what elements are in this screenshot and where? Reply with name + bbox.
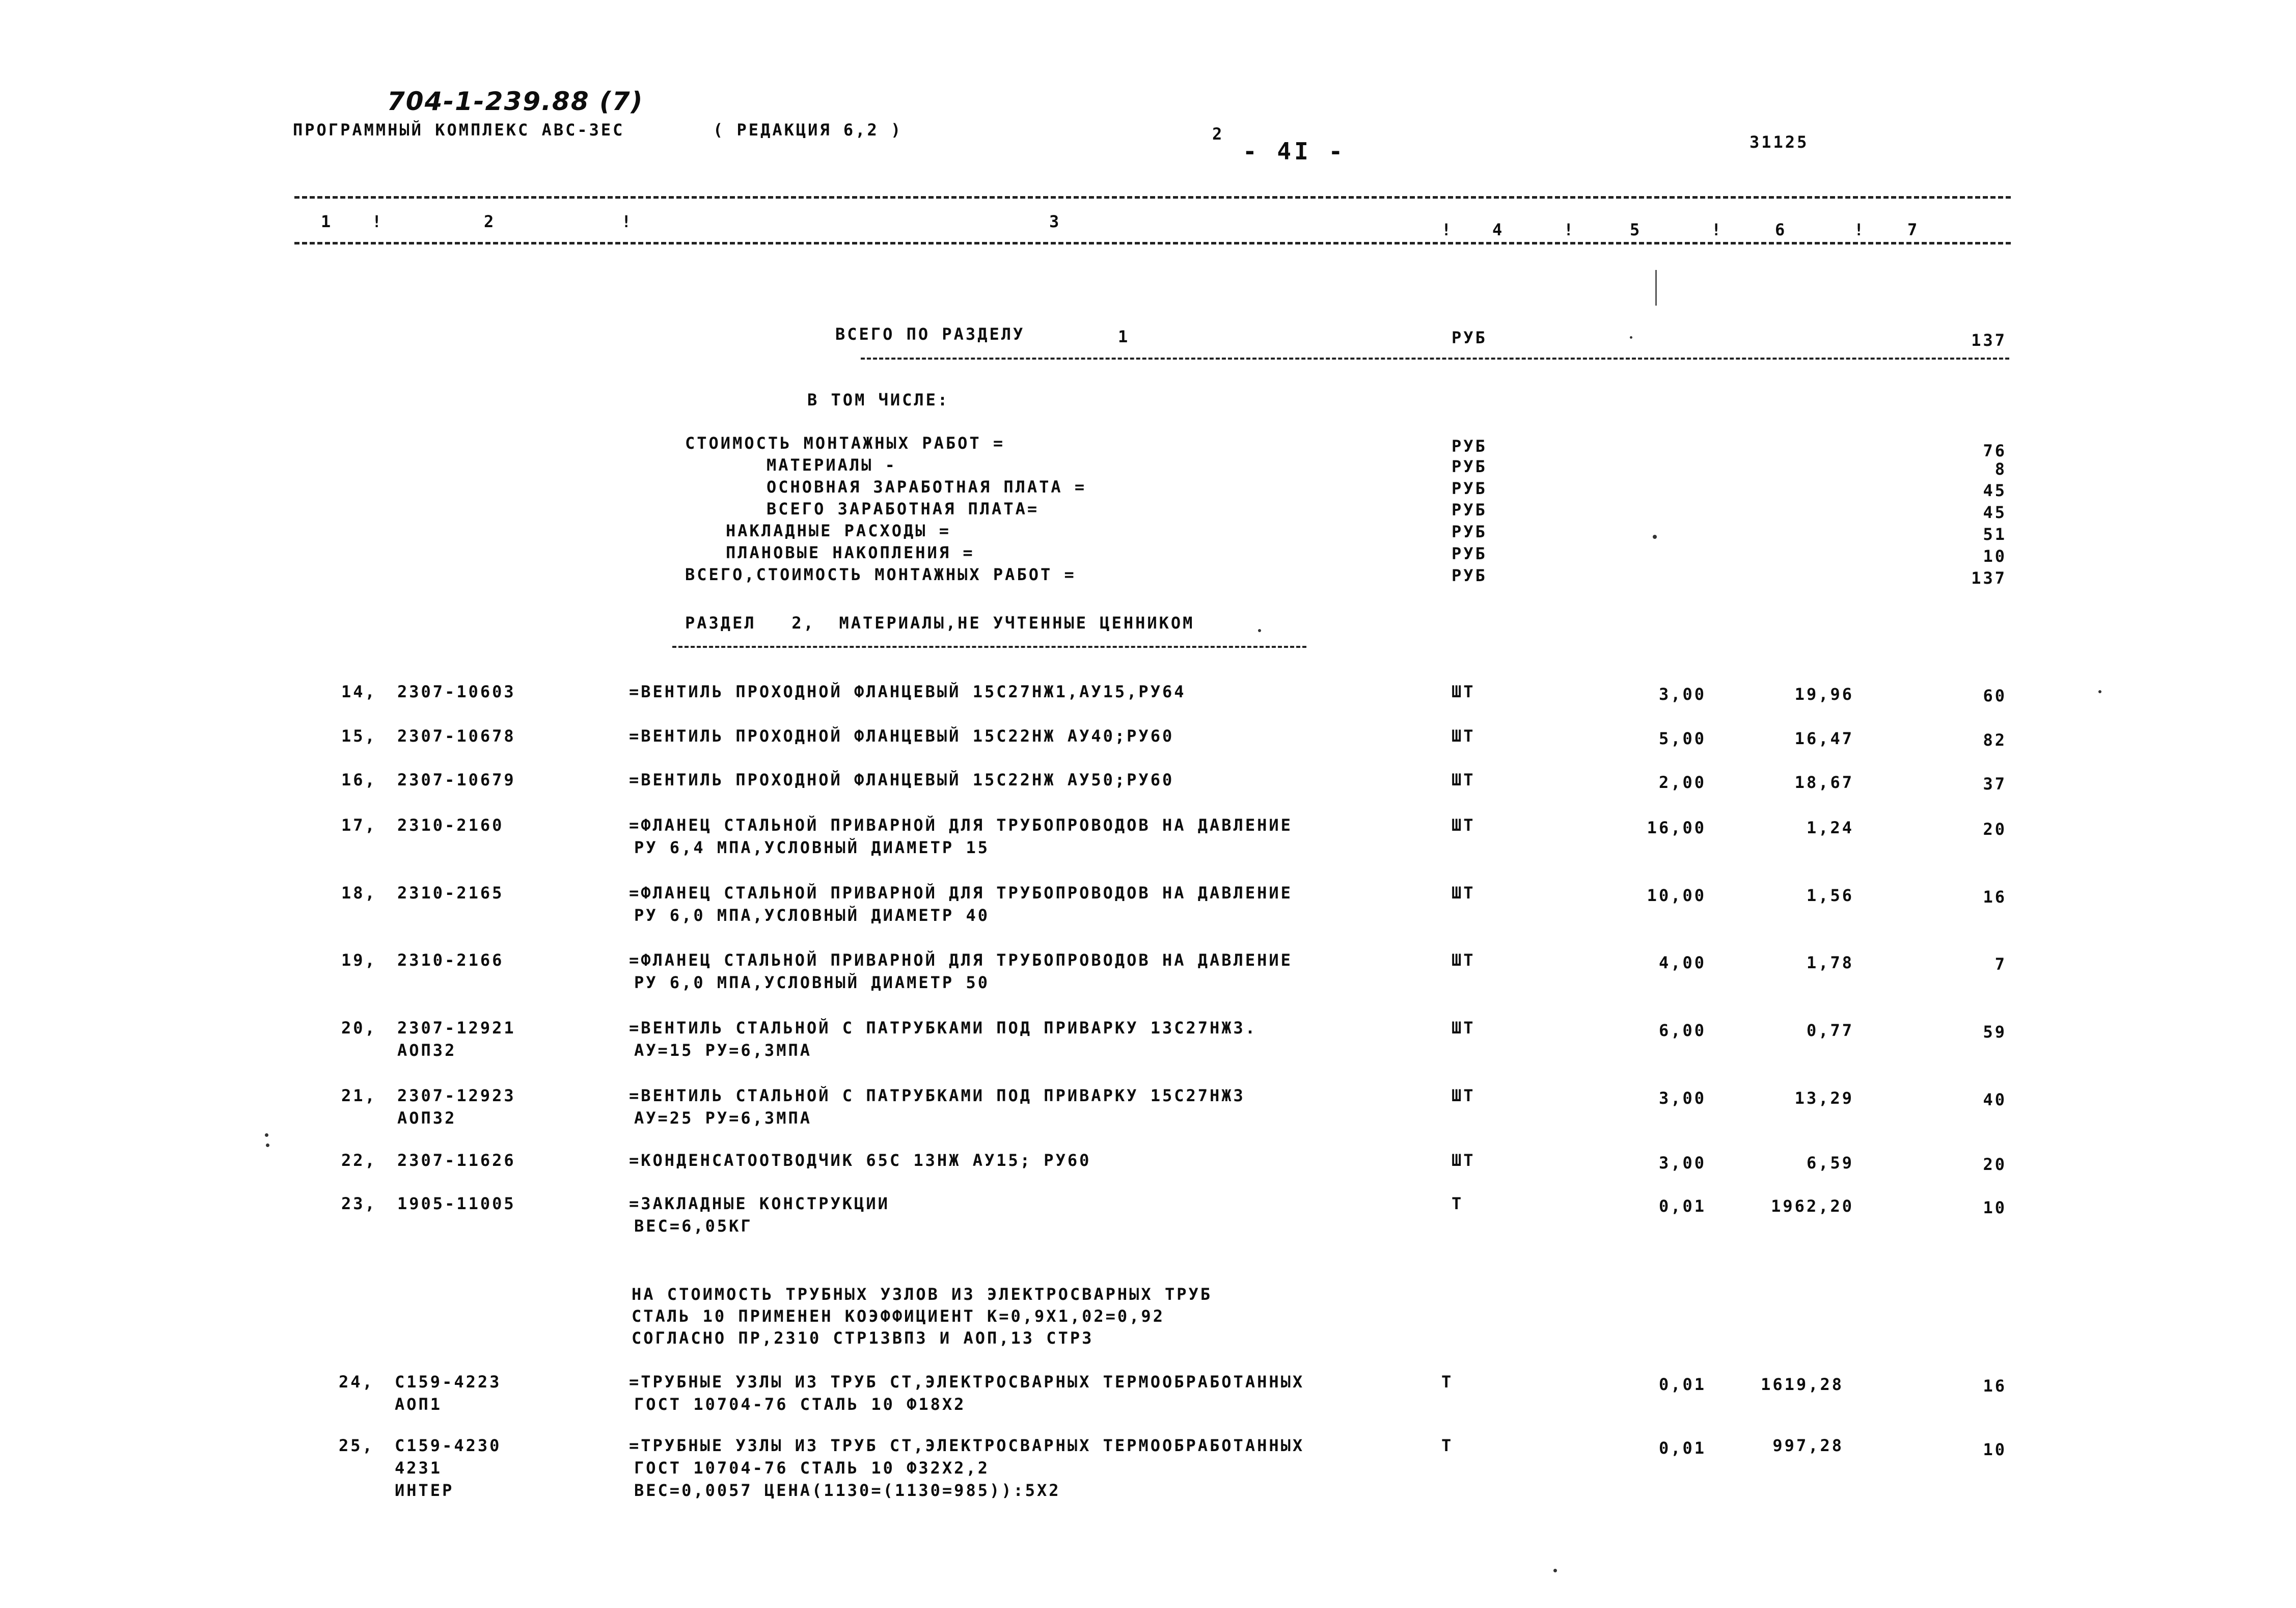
row-number: 21, bbox=[341, 1086, 377, 1105]
resource-description: =ВЕНТИЛЬ ПРОХОДНОЙ ФЛАНЦЕВЫЙ 15С27НЖ1,АУ15,РУ64 bbox=[629, 682, 1186, 701]
resource-quantity: 5,00 bbox=[1658, 729, 1706, 748]
table-row bbox=[0, 1434, 2296, 1505]
column-number: 7 bbox=[1907, 220, 1920, 239]
resource-code: 2307-12923 bbox=[397, 1086, 516, 1105]
resource-unit: ШТ bbox=[1452, 883, 1475, 903]
resource-total: 37 bbox=[1983, 774, 2007, 794]
summary-total: 137 bbox=[1971, 331, 2007, 350]
resource-description: =ВЕНТИЛЬ ПРОХОДНОЙ ФЛАНЦЕВЫЙ 15С22НЖ АУ50;РУ60 bbox=[629, 770, 1174, 789]
sheet-number: 2 bbox=[1212, 124, 1224, 144]
summary-row-label: СТОИМОСТЬ МОНТАЖНЫХ РАБОТ = bbox=[685, 433, 1005, 453]
table-row bbox=[0, 724, 2296, 770]
resource-price: 6,59 bbox=[1806, 1153, 1854, 1173]
summary-row-unit: РУБ bbox=[1452, 522, 1487, 541]
row-number: 19, bbox=[341, 950, 377, 970]
resource-unit: ШТ bbox=[1452, 950, 1475, 970]
header-rule-top bbox=[294, 196, 2011, 199]
row-number: 18, bbox=[341, 883, 377, 903]
table-row bbox=[0, 1370, 2296, 1421]
resource-quantity: 0,01 bbox=[1658, 1196, 1706, 1216]
summary-row-value: 45 bbox=[1983, 481, 2007, 500]
resource-total: 60 bbox=[1983, 686, 2007, 705]
row-number: 15, bbox=[341, 726, 377, 746]
resource-description-line-2: АУ=25 РУ=6,3МПА bbox=[634, 1108, 812, 1128]
resource-description: =ТРУБНЫЕ УЗЛЫ ИЗ ТРУБ СТ,ЭЛЕКТРОСВАРНЫХ ТЕРМООБРАБОТАННЫХ bbox=[629, 1372, 1305, 1392]
resource-quantity: 2,00 bbox=[1658, 773, 1706, 792]
row-number: 23, bbox=[341, 1194, 377, 1213]
resource-code: 2310-2166 bbox=[397, 950, 504, 970]
summary-row-value: 10 bbox=[1983, 547, 2007, 566]
resource-code: С159-4230 bbox=[395, 1436, 502, 1455]
summary-row-unit: РУБ bbox=[1452, 457, 1487, 476]
summary-title: ВСЕГО ПО РАЗДЕЛУ bbox=[835, 324, 1025, 344]
resource-unit: ШТ bbox=[1452, 726, 1475, 746]
summary-row-value: 137 bbox=[1971, 568, 2007, 588]
note-line: СОГЛАСНО ПР,2310 СТР13ВП3 И АОП,13 СТР3 bbox=[632, 1328, 1094, 1348]
resource-price: 19,96 bbox=[1794, 685, 1854, 704]
resource-quantity: 3,00 bbox=[1658, 1088, 1706, 1108]
row-number: 17, bbox=[341, 815, 377, 835]
row-number: 25, bbox=[339, 1436, 374, 1455]
resource-description-line-2: РУ 6,4 МПА,УСЛОВНЫЙ ДИАМЕТР 15 bbox=[634, 838, 990, 857]
resource-description-line-2: ГОСТ 10704-76 СТАЛЬ 10 Ф18Х2 bbox=[634, 1395, 966, 1414]
resource-code: 2307-10603 bbox=[397, 682, 516, 701]
resource-price: 1,24 bbox=[1806, 818, 1854, 837]
resource-code-line-2: АОП32 bbox=[397, 1108, 457, 1128]
resource-code: 2307-10679 bbox=[397, 770, 516, 789]
summary-row-value: 8 bbox=[1994, 459, 2007, 479]
resource-code-line-2: АОП1 bbox=[395, 1395, 443, 1414]
column-separator: ! bbox=[621, 212, 634, 231]
resource-total: 10 bbox=[1983, 1440, 2007, 1459]
summary-row-unit: РУБ bbox=[1452, 566, 1487, 585]
resource-description-line-2: РУ 6,0 МПА,УСЛОВНЫЙ ДИАМЕТР 50 bbox=[634, 973, 990, 992]
resource-total: 82 bbox=[1983, 730, 2007, 750]
summary-row-unit: РУБ bbox=[1452, 500, 1487, 520]
scan-speck bbox=[1258, 629, 1261, 632]
column-separator: ! bbox=[1711, 220, 1724, 239]
resource-quantity: 6,00 bbox=[1658, 1021, 1706, 1040]
resource-price: 16,47 bbox=[1794, 729, 1854, 748]
summary-row-unit: РУБ bbox=[1452, 479, 1487, 498]
resource-code: 2310-2165 bbox=[397, 883, 504, 903]
section-2-title: РАЗДЕЛ 2, МАТЕРИАЛЫ,НЕ УЧТЕННЫЕ ЦЕННИКОМ bbox=[685, 613, 1195, 633]
resource-code-line-3: ИНТЕР bbox=[395, 1481, 454, 1500]
resource-total: 16 bbox=[1983, 1376, 2007, 1396]
resource-description-line-2: ВЕС=6,05КГ bbox=[634, 1216, 753, 1236]
note-line: НА СТОИМОСТЬ ТРУБНЫХ УЗЛОВ ИЗ ЭЛЕКТРОСВАРНЫХ ТРУБ bbox=[632, 1285, 1213, 1304]
table-row bbox=[0, 680, 2296, 726]
column-number: 6 bbox=[1775, 220, 1787, 239]
resource-code: 2307-12921 bbox=[397, 1018, 516, 1038]
page-number: - 4I - bbox=[1243, 138, 1346, 165]
summary-row-label: МАТЕРИАЛЫ - bbox=[767, 455, 897, 475]
resource-code: 2310-2160 bbox=[397, 815, 504, 835]
table-row bbox=[0, 948, 2296, 999]
summary-row-value: 45 bbox=[1983, 503, 2007, 522]
scan-speck bbox=[265, 1133, 268, 1137]
resource-description: =ФЛАНЕЦ СТАЛЬНОЙ ПРИВАРНОЙ ДЛЯ ТРУБОПРОВОДОВ НА ДАВЛЕНИЕ bbox=[629, 883, 1293, 903]
resource-description: =ВЕНТИЛЬ СТАЛЬНОЙ С ПАТРУБКАМИ ПОД ПРИВАРКУ 15С27НЖ3 bbox=[629, 1086, 1245, 1105]
scan-speck bbox=[2098, 690, 2101, 693]
resource-description-line-3: ВЕС=0,0057 ЦЕНА(1130=(1130=985)):5Х2 bbox=[634, 1481, 1061, 1500]
resource-quantity: 4,00 bbox=[1658, 953, 1706, 972]
resource-description: =ВЕНТИЛЬ СТАЛЬНОЙ С ПАТРУБКАМИ ПОД ПРИВАРКУ 13С27НЖ3. bbox=[629, 1018, 1258, 1038]
resource-unit: ШТ bbox=[1452, 1151, 1475, 1170]
column-separator: ! bbox=[1854, 220, 1866, 239]
summary-unit: РУБ bbox=[1452, 328, 1487, 347]
table-row bbox=[0, 1084, 2296, 1135]
table-row bbox=[0, 881, 2296, 932]
resource-quantity: 16,00 bbox=[1647, 818, 1706, 837]
resource-price: 13,29 bbox=[1794, 1088, 1854, 1108]
section-2-rule bbox=[672, 646, 1306, 648]
resource-quantity: 3,00 bbox=[1658, 685, 1706, 704]
document-code: 31125 bbox=[1750, 132, 1809, 152]
resource-code: 2307-10678 bbox=[397, 726, 516, 746]
table-row bbox=[0, 768, 2296, 814]
summary-row-label: ПЛАНОВЫЕ НАКОПЛЕНИЯ = bbox=[726, 543, 975, 562]
resource-code-line-2: АОП32 bbox=[397, 1041, 457, 1060]
row-number: 16, bbox=[341, 770, 377, 789]
resource-unit: ШТ bbox=[1452, 1018, 1475, 1038]
resource-price: 1962,20 bbox=[1771, 1196, 1854, 1216]
column-number: 2 bbox=[484, 212, 496, 231]
summary-row-unit: РУБ bbox=[1452, 437, 1487, 456]
row-number: 24, bbox=[339, 1372, 374, 1392]
summary-row-label: ОСНОВНАЯ ЗАРАБОТНАЯ ПЛАТА = bbox=[767, 477, 1087, 497]
column-number: 1 bbox=[321, 212, 333, 231]
column-separator: ! bbox=[1564, 220, 1576, 239]
table-row bbox=[0, 1149, 2296, 1189]
row-number: 22, bbox=[341, 1151, 377, 1170]
scan-mark bbox=[1655, 270, 1657, 306]
resource-total: 16 bbox=[1983, 887, 2007, 907]
summary-row-label: ВСЕГО ЗАРАБОТНАЯ ПЛАТА= bbox=[767, 499, 1040, 519]
summary-row-value: 51 bbox=[1983, 525, 2007, 544]
resource-total: 7 bbox=[1994, 955, 2007, 974]
column-number: 5 bbox=[1630, 220, 1642, 239]
column-number: 3 bbox=[1049, 212, 1061, 231]
handwritten-document-reference: 704-1-239.88 (7) bbox=[387, 87, 644, 116]
column-number: 4 bbox=[1492, 220, 1505, 239]
resource-price: 18,67 bbox=[1794, 773, 1854, 792]
resource-quantity: 0,01 bbox=[1658, 1375, 1706, 1394]
resource-quantity: 0,01 bbox=[1658, 1438, 1706, 1458]
summary-row-value: 76 bbox=[1983, 441, 2007, 460]
header-rule-bottom bbox=[294, 242, 2011, 244]
resource-description-line-2: АУ=15 РУ=6,3МПА bbox=[634, 1041, 812, 1060]
resource-total: 10 bbox=[1983, 1198, 2007, 1217]
resource-unit: ШТ bbox=[1452, 770, 1475, 789]
table-row bbox=[0, 1016, 2296, 1067]
column-separator: ! bbox=[1441, 220, 1454, 239]
summary-rule bbox=[861, 358, 2009, 360]
resource-total: 59 bbox=[1983, 1022, 2007, 1042]
column-separator: ! bbox=[372, 212, 384, 231]
resource-code-line-2: 4231 bbox=[395, 1458, 443, 1478]
summary-row-label: НАКЛАДНЫЕ РАСХОДЫ = bbox=[726, 521, 951, 540]
program-title: ПРОГРАММНЫЙ КОМПЛЕКС АВС-ЗЕС bbox=[293, 120, 625, 140]
resource-code: 2307-11626 bbox=[397, 1151, 516, 1170]
resource-quantity: 10,00 bbox=[1647, 886, 1706, 905]
resource-description: =ЗАКЛАДНЫЕ КОНСТРУКЦИИ bbox=[629, 1194, 890, 1213]
including-label: В ТОМ ЧИСЛЕ: bbox=[807, 390, 950, 410]
resource-total: 20 bbox=[1983, 1155, 2007, 1174]
resource-description: =КОНДЕНСАТООТВОДЧИК 65С 13НЖ АУ15; РУ60 bbox=[629, 1151, 1091, 1170]
scan-speck bbox=[1653, 535, 1657, 539]
resource-total: 20 bbox=[1983, 820, 2007, 839]
resource-description: =ФЛАНЕЦ СТАЛЬНОЙ ПРИВАРНОЙ ДЛЯ ТРУБОПРОВОДОВ НА ДАВЛЕНИЕ bbox=[629, 950, 1293, 970]
note-line: СТАЛЬ 10 ПРИМЕНЕН КОЭФФИЦИЕНТ К=0,9Х1,02=0,92 bbox=[632, 1306, 1165, 1326]
resource-description: =ФЛАНЕЦ СТАЛЬНОЙ ПРИВАРНОЙ ДЛЯ ТРУБОПРОВОДОВ НА ДАВЛЕНИЕ bbox=[629, 815, 1293, 835]
summary-row-unit: РУБ bbox=[1452, 544, 1487, 563]
scan-speck bbox=[1553, 1569, 1557, 1572]
row-number: 14, bbox=[341, 682, 377, 701]
resource-quantity: 3,00 bbox=[1658, 1153, 1706, 1173]
resource-price: 1,78 bbox=[1806, 953, 1854, 972]
resource-unit: ШТ bbox=[1452, 1086, 1475, 1105]
resource-unit: ШТ bbox=[1452, 815, 1475, 835]
edition-label: ( РЕДАКЦИЯ 6,2 ) bbox=[713, 120, 903, 140]
resource-price: 0,77 bbox=[1806, 1021, 1854, 1040]
resource-unit: Т bbox=[1441, 1436, 1454, 1455]
resource-price: 1619,28 bbox=[1761, 1375, 1844, 1394]
scan-speck bbox=[1630, 336, 1632, 339]
resource-unit: Т bbox=[1452, 1194, 1464, 1213]
resource-description: =ВЕНТИЛЬ ПРОХОДНОЙ ФЛАНЦЕВЫЙ 15С22НЖ АУ40;РУ60 bbox=[629, 726, 1174, 746]
resource-total: 40 bbox=[1983, 1090, 2007, 1109]
summary-row-label: ВСЕГО,СТОИМОСТЬ МОНТАЖНЫХ РАБОТ = bbox=[685, 565, 1076, 584]
resource-price: 1,56 bbox=[1806, 886, 1854, 905]
resource-description-line-2: ГОСТ 10704-76 СТАЛЬ 10 Ф32Х2,2 bbox=[634, 1458, 990, 1478]
resource-code: 1905-11005 bbox=[397, 1194, 516, 1213]
resource-code: С159-4223 bbox=[395, 1372, 502, 1392]
summary-section-number: 1 bbox=[1118, 327, 1130, 346]
resource-description: =ТРУБНЫЕ УЗЛЫ ИЗ ТРУБ СТ,ЭЛЕКТРОСВАРНЫХ ТЕРМООБРАБОТАННЫХ bbox=[629, 1436, 1305, 1455]
scan-speck bbox=[266, 1143, 269, 1147]
resource-price: 997,28 bbox=[1772, 1436, 1844, 1455]
table-row bbox=[0, 1192, 2296, 1243]
resource-unit: ШТ bbox=[1452, 682, 1475, 701]
resource-description-line-2: РУ 6,0 МПА,УСЛОВНЫЙ ДИАМЕТР 40 bbox=[634, 906, 990, 925]
table-row bbox=[0, 813, 2296, 864]
row-number: 20, bbox=[341, 1018, 377, 1038]
resource-unit: Т bbox=[1441, 1372, 1454, 1392]
